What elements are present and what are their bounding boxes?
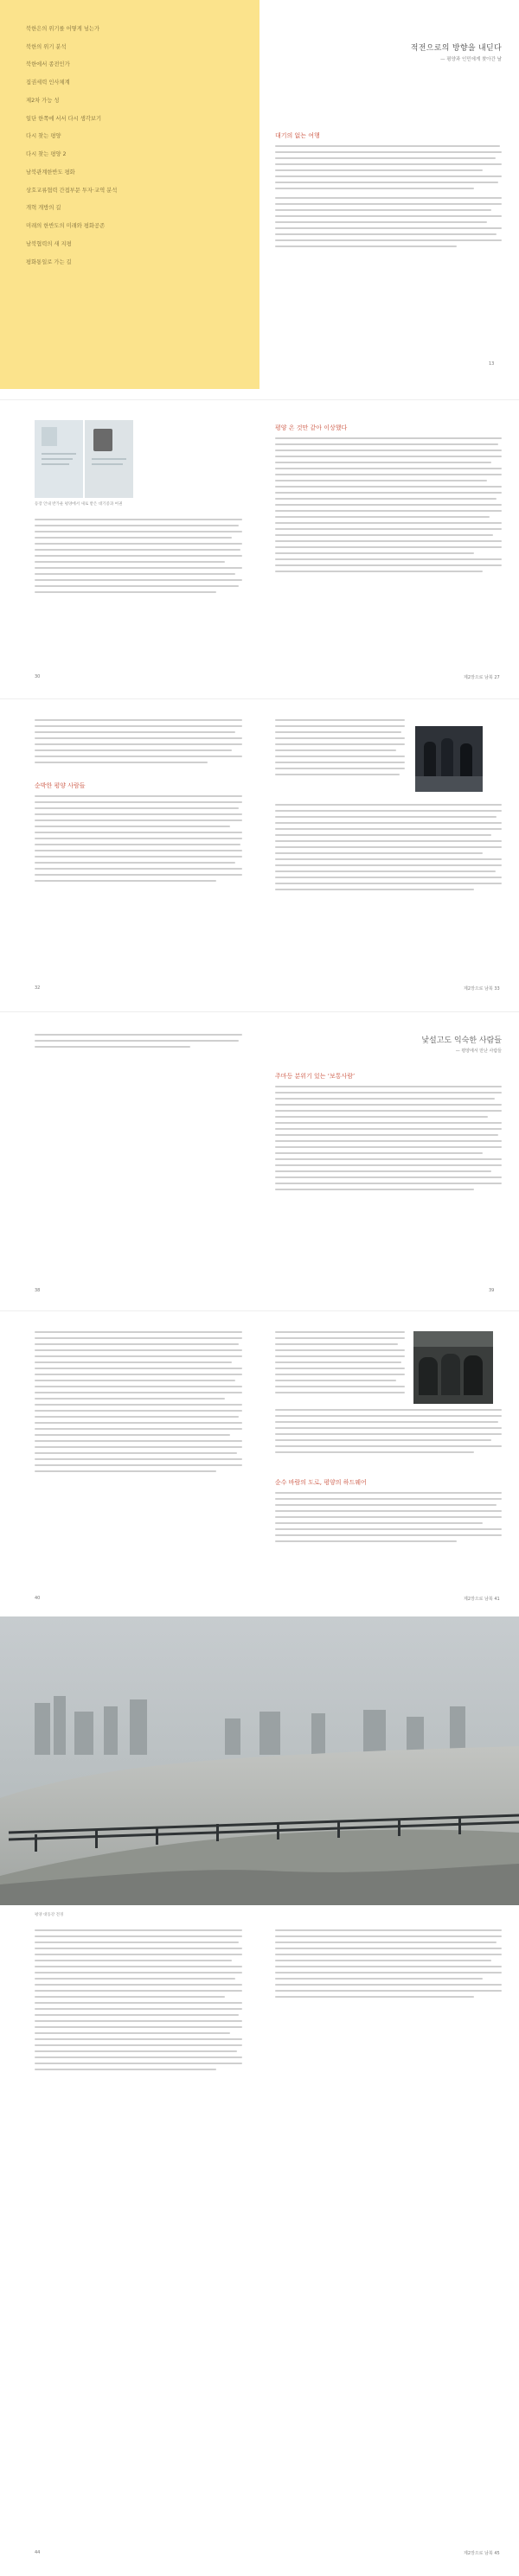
page-number: 13 bbox=[489, 361, 495, 367]
body-text bbox=[275, 1331, 405, 1398]
body-text bbox=[35, 1331, 242, 1476]
toc-item[interactable]: 남북관계한반도 평화 bbox=[26, 169, 75, 175]
page-number: 제2장으로 남북 27 bbox=[464, 675, 500, 680]
page-number: 39 bbox=[489, 1288, 495, 1293]
toc-item[interactable]: 평화통일로 가는 길 bbox=[26, 258, 72, 265]
table-of-contents bbox=[26, 26, 234, 277]
body-text bbox=[275, 804, 502, 895]
toc-item[interactable]: 집권세력 인사체계 bbox=[26, 80, 70, 86]
group-photo bbox=[413, 1331, 493, 1404]
section-heading: 순박한 평양 사람들 bbox=[35, 782, 86, 789]
body-text bbox=[275, 719, 405, 780]
people-photo bbox=[415, 726, 483, 792]
body-text bbox=[35, 519, 242, 597]
toc-item[interactable]: 북한은의 위기를 어떻게 넘는가 bbox=[26, 26, 100, 32]
chapter-subtitle: — 평양과 인민에게 찾아간 날 bbox=[440, 57, 502, 62]
body-text bbox=[275, 1492, 502, 1546]
page-divider bbox=[0, 1310, 519, 1311]
chapter-title: 적전으로의 방향을 내딛다 bbox=[410, 44, 502, 53]
body-text bbox=[275, 145, 502, 252]
city-river-photo bbox=[0, 1616, 519, 1905]
page-divider bbox=[0, 698, 519, 699]
toc-item[interactable]: 일단 한쪽에 서서 다시 생각보기 bbox=[26, 115, 102, 122]
page-divider bbox=[0, 399, 519, 400]
body-text bbox=[35, 1929, 242, 2075]
body-text bbox=[275, 1086, 502, 1195]
page-divider bbox=[0, 1011, 519, 1012]
body-text bbox=[275, 1929, 502, 2002]
toc-item[interactable]: 다시 찾는 평양 2 bbox=[26, 151, 67, 158]
page-number: 제2장으로 남북 41 bbox=[464, 1597, 500, 1602]
page-number: 제2장으로 남북 33 bbox=[464, 986, 500, 992]
toc-item[interactable]: 북한의 위기 분석 bbox=[26, 43, 67, 50]
visa-photo-left bbox=[35, 420, 83, 498]
toc-item[interactable]: 다시 찾는 평양 bbox=[26, 133, 61, 140]
toc-item[interactable]: 북한에서 종전인가 bbox=[26, 61, 70, 68]
photo-caption: 등장 안내 반가운 평양에서 새로 받은 대기증과 여권 bbox=[35, 502, 123, 507]
city-river-illustration bbox=[0, 1616, 519, 1905]
body-text bbox=[275, 437, 502, 577]
chapter-subheading: — 평양에서 만난 사람들 bbox=[455, 1049, 502, 1054]
body-text bbox=[35, 795, 242, 886]
page-number: 38 bbox=[35, 1288, 41, 1293]
body-text bbox=[35, 1034, 242, 1052]
toc-item[interactable]: 미래의 한반도의 미래와 평화공존 bbox=[26, 223, 106, 230]
toc-item[interactable]: 남북협력의 새 지평 bbox=[26, 240, 72, 247]
body-text bbox=[275, 1409, 502, 1461]
page-number: 30 bbox=[35, 674, 41, 679]
page-number: 32 bbox=[35, 985, 41, 991]
section-heading: 순수 바람의 도로, 평양의 하드웨어 bbox=[275, 1479, 367, 1486]
body-text bbox=[35, 719, 242, 771]
chapter-heading: 낯설고도 익숙한 사람들 bbox=[421, 1036, 502, 1045]
section-heading: 주마등 분위기 있는 ‘보통사람’ bbox=[275, 1073, 356, 1080]
toc-item[interactable]: 상호교류협력 간접부문 투자·교역 분석 bbox=[26, 187, 118, 194]
toc-item[interactable]: 개혁 개방의 길 bbox=[26, 205, 61, 212]
page-number: 제2장으로 남북 45 bbox=[464, 2551, 500, 2556]
section-heading: 대기의 없는 여행 bbox=[275, 132, 320, 139]
page-number: 44 bbox=[35, 2550, 41, 2555]
section-heading: 평양 온 것만 같아 이상했다 bbox=[275, 424, 348, 431]
toc-item[interactable]: 제2차 가능 성 bbox=[26, 97, 60, 104]
photo-caption: 평양 대동강 전경 bbox=[35, 1913, 64, 1917]
visa-photo-right bbox=[85, 420, 133, 498]
page-number: 40 bbox=[35, 1596, 41, 1601]
